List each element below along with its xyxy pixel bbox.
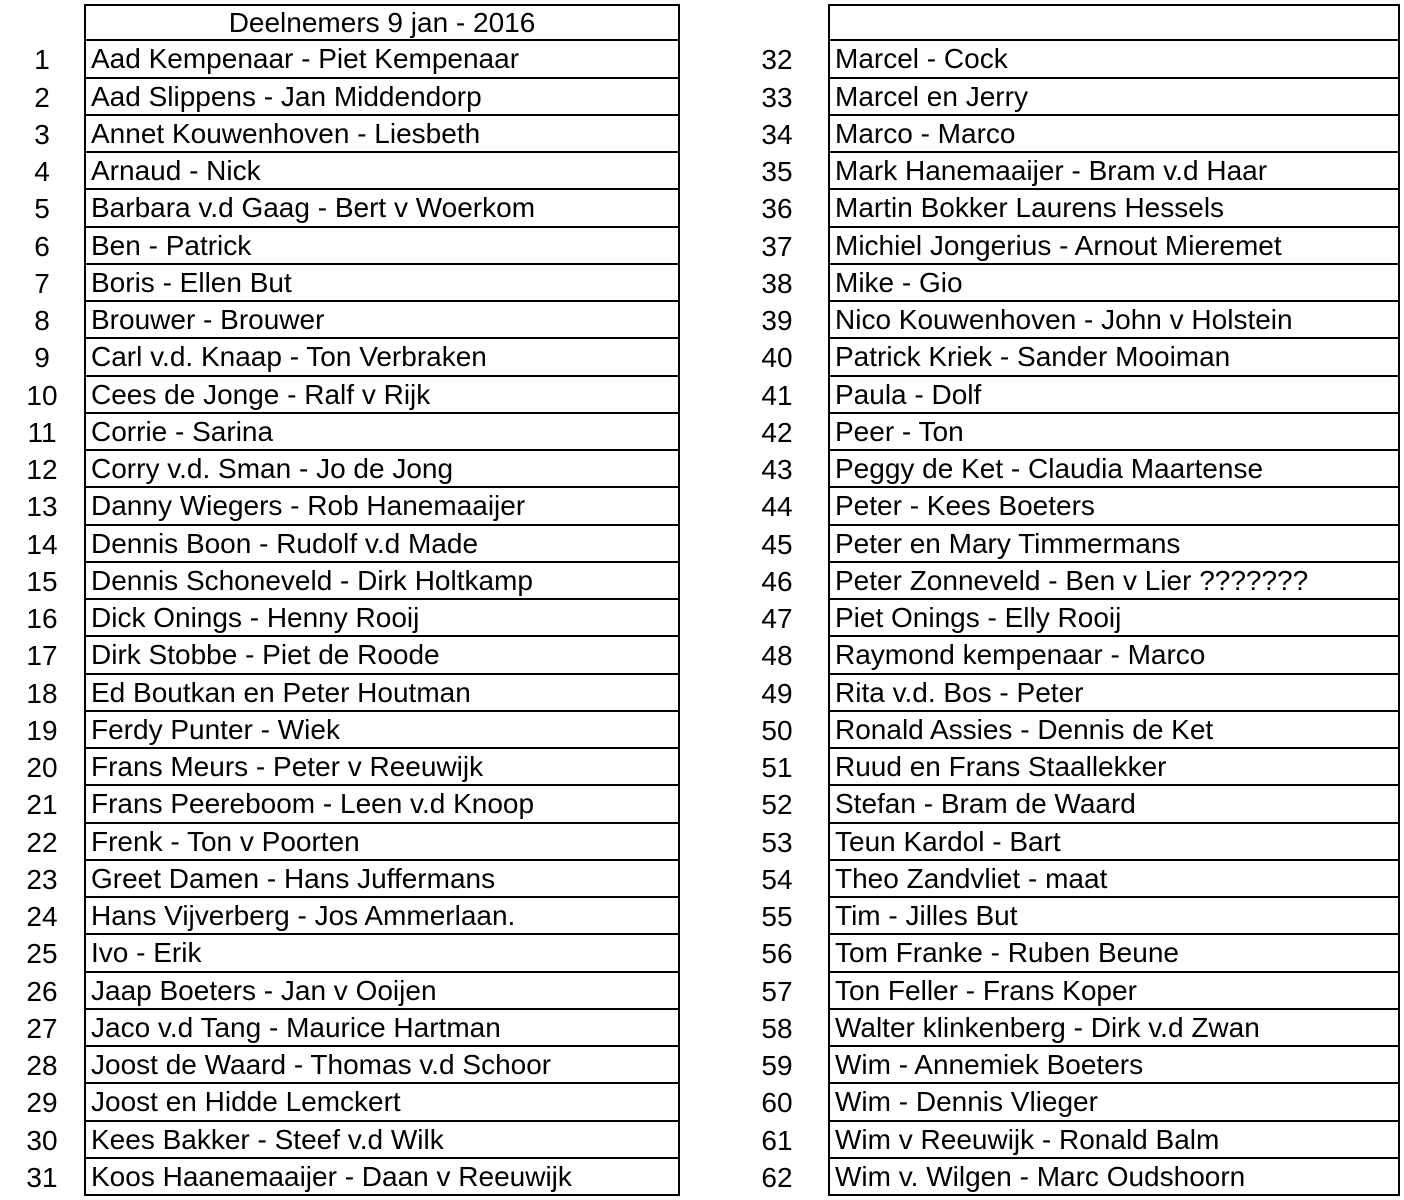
- table-row: [0, 302, 680, 339]
- participant-name: Kees Bakker - Steef v.d Wilk: [84, 1122, 680, 1159]
- row-number: 21: [26, 789, 58, 821]
- table-row: [726, 339, 1400, 376]
- participant-name: Wim v. Wilgen - Marc Oudshoorn: [828, 1159, 1400, 1196]
- table-row: [0, 563, 680, 600]
- participant-name: Marcel - Cock: [828, 41, 1400, 78]
- table-row: [0, 526, 680, 563]
- participant-name: Theo Zandvliet - maat: [828, 861, 1400, 898]
- row-number: 7: [34, 267, 50, 299]
- header-num-cell: [0, 4, 84, 41]
- row-number: 50: [761, 714, 793, 746]
- row-number: 22: [26, 826, 58, 858]
- participant-name: Walter klinkenberg - Dirk v.d Zwan: [828, 1010, 1400, 1047]
- table-row: [726, 116, 1400, 153]
- participant-name: Arnaud - Nick: [84, 153, 680, 190]
- row-number: 25: [26, 938, 58, 970]
- row-number: 28: [26, 1050, 58, 1081]
- row-number: 62: [761, 1161, 793, 1193]
- row-number: 43: [761, 454, 793, 485]
- row-number: 53: [761, 826, 793, 858]
- table-row: [0, 153, 680, 190]
- row-number: 36: [761, 193, 793, 225]
- row-number: 24: [26, 901, 58, 932]
- right-header-cell: [828, 4, 1400, 41]
- row-number: 19: [26, 714, 58, 746]
- table-row: [726, 526, 1400, 563]
- row-number: 56: [761, 938, 793, 970]
- participant-name: Frans Peereboom - Leen v.d Knoop: [84, 786, 680, 823]
- row-number: 40: [761, 342, 793, 374]
- row-number: 60: [761, 1087, 793, 1119]
- participant-name: Dennis Schoneveld - Dirk Holtkamp: [84, 563, 680, 600]
- row-number: 10: [26, 379, 58, 411]
- header-row-right: [726, 4, 1400, 41]
- participant-name: Aad Slippens - Jan Middendorp: [84, 79, 680, 116]
- participant-name: Peter en Mary Timmermans: [828, 526, 1400, 563]
- participant-name: Patrick Kriek - Sander Mooiman: [828, 339, 1400, 376]
- table-row: [726, 1084, 1400, 1121]
- row-number: 59: [761, 1050, 793, 1081]
- row-number: 37: [761, 230, 793, 262]
- table-row: [726, 1010, 1400, 1047]
- table-row: [726, 824, 1400, 861]
- row-number: 57: [761, 975, 793, 1007]
- participant-name: Stefan - Bram de Waard: [828, 786, 1400, 823]
- table-row: [0, 1084, 680, 1121]
- participant-name: Joost en Hidde Lemckert: [84, 1084, 680, 1121]
- row-number: 13: [26, 491, 58, 523]
- participant-name: Danny Wiegers - Rob Hanemaaijer: [84, 488, 680, 525]
- participant-name: Teun Kardol - Bart: [828, 824, 1400, 861]
- row-number: 47: [761, 603, 793, 634]
- participant-name: Marco - Marco: [828, 116, 1400, 153]
- participant-name: Annet Kouwenhoven - Liesbeth: [84, 116, 680, 153]
- row-number: 29: [26, 1087, 58, 1119]
- row-number: 1: [34, 44, 50, 76]
- table-row: [0, 1047, 680, 1084]
- table-row: [726, 41, 1400, 78]
- row-number: 27: [26, 1012, 58, 1044]
- table-row: [726, 749, 1400, 786]
- row-number: 52: [761, 789, 793, 821]
- row-number: 32: [761, 44, 793, 76]
- row-number: 39: [761, 305, 793, 336]
- table-row: [0, 637, 680, 674]
- participant-name: Nico Kouwenhoven - John v Holstein: [828, 302, 1400, 339]
- table-row: [726, 228, 1400, 265]
- participant-name: Piet Onings - Elly Rooij: [828, 600, 1400, 637]
- participant-name: Joost de Waard - Thomas v.d Schoor: [84, 1047, 680, 1084]
- table-row: [726, 488, 1400, 525]
- table-row: [726, 414, 1400, 451]
- participant-name: Greet Damen - Hans Juffermans: [84, 861, 680, 898]
- row-number: 46: [761, 565, 793, 597]
- participant-name: Ruud en Frans Staallekker: [828, 749, 1400, 786]
- participant-name: Wim - Annemiek Boeters: [828, 1047, 1400, 1084]
- row-number: 2: [34, 81, 50, 113]
- table-row: [726, 600, 1400, 637]
- participant-name: Paula - Dolf: [828, 377, 1400, 414]
- row-number: 15: [26, 565, 58, 597]
- participant-name: Frenk - Ton v Poorten: [84, 824, 680, 861]
- table-row: [0, 861, 680, 898]
- table-row: [0, 116, 680, 153]
- table-row: [726, 675, 1400, 712]
- table-row: [726, 1159, 1400, 1196]
- participant-name: Corrie - Sarina: [84, 414, 680, 451]
- row-number: 6: [34, 230, 50, 262]
- row-number: 23: [26, 863, 58, 895]
- table-row: [0, 339, 680, 376]
- row-number: 4: [34, 156, 50, 187]
- participant-name: Tom Franke - Ruben Beune: [828, 935, 1400, 972]
- participant-name: Wim - Dennis Vlieger: [828, 1084, 1400, 1121]
- table-row: [0, 935, 680, 972]
- participant-name: Koos Haanemaaijer - Daan v Reeuwijk: [84, 1159, 680, 1196]
- table-row: [0, 41, 680, 78]
- participant-name: Ton Feller - Frans Koper: [828, 973, 1400, 1010]
- row-number: 12: [26, 454, 58, 485]
- table-row: [0, 898, 680, 935]
- table-row: [726, 190, 1400, 227]
- participant-name: Jaap Boeters - Jan v Ooijen: [84, 973, 680, 1010]
- participant-name: Brouwer - Brouwer: [84, 302, 680, 339]
- row-number: 8: [34, 305, 50, 336]
- table-row: [0, 973, 680, 1010]
- table-row: [0, 265, 680, 302]
- table-row: [0, 712, 680, 749]
- participant-name: Jaco v.d Tang - Maurice Hartman: [84, 1010, 680, 1047]
- table-row: [726, 563, 1400, 600]
- table-row: [726, 637, 1400, 674]
- table-row: [0, 190, 680, 227]
- participant-name: Dick Onings - Henny Rooij: [84, 600, 680, 637]
- row-number: 26: [26, 975, 58, 1007]
- participant-name: Michiel Jongerius - Arnout Mieremet: [828, 228, 1400, 265]
- participant-name: Martin Bokker Laurens Hessels: [828, 190, 1400, 227]
- participant-name: Dennis Boon - Rudolf v.d Made: [84, 526, 680, 563]
- row-number: 55: [761, 901, 793, 932]
- participant-name: Marcel en Jerry: [828, 79, 1400, 116]
- participant-name: Peter - Kees Boeters: [828, 488, 1400, 525]
- table-row: [0, 228, 680, 265]
- participant-name: Boris - Ellen But: [84, 265, 680, 302]
- participant-name: Hans Vijverberg - Jos Ammerlaan.: [84, 898, 680, 935]
- table-row: [0, 600, 680, 637]
- row-number: 18: [26, 677, 58, 709]
- participant-name: Corry v.d. Sman - Jo de Jong: [84, 451, 680, 488]
- table-row: [0, 79, 680, 116]
- table-row: [0, 824, 680, 861]
- table-row: [726, 79, 1400, 116]
- table-row: [0, 749, 680, 786]
- participant-name: Dirk Stobbe - Piet de Roode: [84, 637, 680, 674]
- participant-name: Cees de Jonge - Ralf v Rijk: [84, 377, 680, 414]
- table-row: [726, 451, 1400, 488]
- row-number: 38: [761, 267, 793, 299]
- participant-name: Ronald Assies - Dennis de Ket: [828, 712, 1400, 749]
- table-row: [726, 712, 1400, 749]
- table-row: [726, 265, 1400, 302]
- header-num-cell: [726, 4, 828, 41]
- participant-name: Peer - Ton: [828, 414, 1400, 451]
- table-row: [0, 1122, 680, 1159]
- table-row: [0, 377, 680, 414]
- table-row: [726, 1122, 1400, 1159]
- row-number: 61: [761, 1124, 793, 1156]
- row-number: 17: [26, 640, 58, 672]
- participant-name: Wim v Reeuwijk - Ronald Balm: [828, 1122, 1400, 1159]
- table-row: [0, 488, 680, 525]
- table-row: [726, 935, 1400, 972]
- table-row: [726, 377, 1400, 414]
- header-row: [0, 4, 680, 41]
- table-row: [726, 861, 1400, 898]
- row-number: 35: [761, 156, 793, 187]
- participant-name: Rita v.d. Bos - Peter: [828, 675, 1400, 712]
- row-number: 44: [761, 491, 793, 523]
- row-number: 31: [26, 1161, 58, 1193]
- participant-name: Peggy de Ket - Claudia Maartense: [828, 451, 1400, 488]
- participant-name: Peter Zonneveld - Ben v Lier ???????: [828, 563, 1400, 600]
- table-row: [726, 973, 1400, 1010]
- table-row: [726, 898, 1400, 935]
- row-number: 34: [761, 118, 793, 150]
- participant-name: Barbara v.d Gaag - Bert v Woerkom: [84, 190, 680, 227]
- table-row: [0, 786, 680, 823]
- participant-name: Aad Kempenaar - Piet Kempenaar: [84, 41, 680, 78]
- row-number: 5: [34, 193, 50, 225]
- participant-name: Ferdy Punter - Wiek: [84, 712, 680, 749]
- row-number: 11: [27, 416, 57, 448]
- participant-name: Tim - Jilles But: [828, 898, 1400, 935]
- table-row: [0, 414, 680, 451]
- table-row: [0, 675, 680, 712]
- participant-name: Ben - Patrick: [84, 228, 680, 265]
- table-row: [726, 153, 1400, 190]
- row-number: 48: [761, 640, 793, 672]
- row-number: 3: [34, 118, 50, 150]
- row-number: 41: [761, 379, 793, 411]
- right-column: [726, 4, 1400, 1196]
- row-number: 14: [26, 528, 58, 560]
- row-number: 45: [761, 528, 793, 560]
- row-number: 54: [761, 863, 793, 895]
- row-number: 58: [761, 1012, 793, 1044]
- row-number: 33: [761, 81, 793, 113]
- row-number: 9: [34, 342, 50, 374]
- row-number: 20: [26, 752, 58, 783]
- participant-name: Mike - Gio: [828, 265, 1400, 302]
- table-row: [0, 1010, 680, 1047]
- row-number: 51: [761, 752, 793, 783]
- participant-name: Ed Boutkan en Peter Houtman: [84, 675, 680, 712]
- table-row: [0, 1159, 680, 1196]
- row-number: 30: [26, 1124, 58, 1156]
- participant-name: Raymond kempenaar - Marco: [828, 637, 1400, 674]
- row-number: 16: [26, 603, 58, 634]
- participant-name: Carl v.d. Knaap - Ton Verbraken: [84, 339, 680, 376]
- participant-name: Mark Hanemaaijer - Bram v.d Haar: [828, 153, 1400, 190]
- sheet-title: Deelnemers 9 jan - 2016: [84, 4, 680, 41]
- participant-name: Frans Meurs - Peter v Reeuwijk: [84, 749, 680, 786]
- table-row: [0, 451, 680, 488]
- row-number: 42: [761, 416, 793, 448]
- table-row: [726, 786, 1400, 823]
- table-row: [726, 302, 1400, 339]
- row-number: 49: [761, 677, 793, 709]
- participant-name: Ivo - Erik: [84, 935, 680, 972]
- left-column: [0, 4, 680, 1196]
- table-row: [726, 1047, 1400, 1084]
